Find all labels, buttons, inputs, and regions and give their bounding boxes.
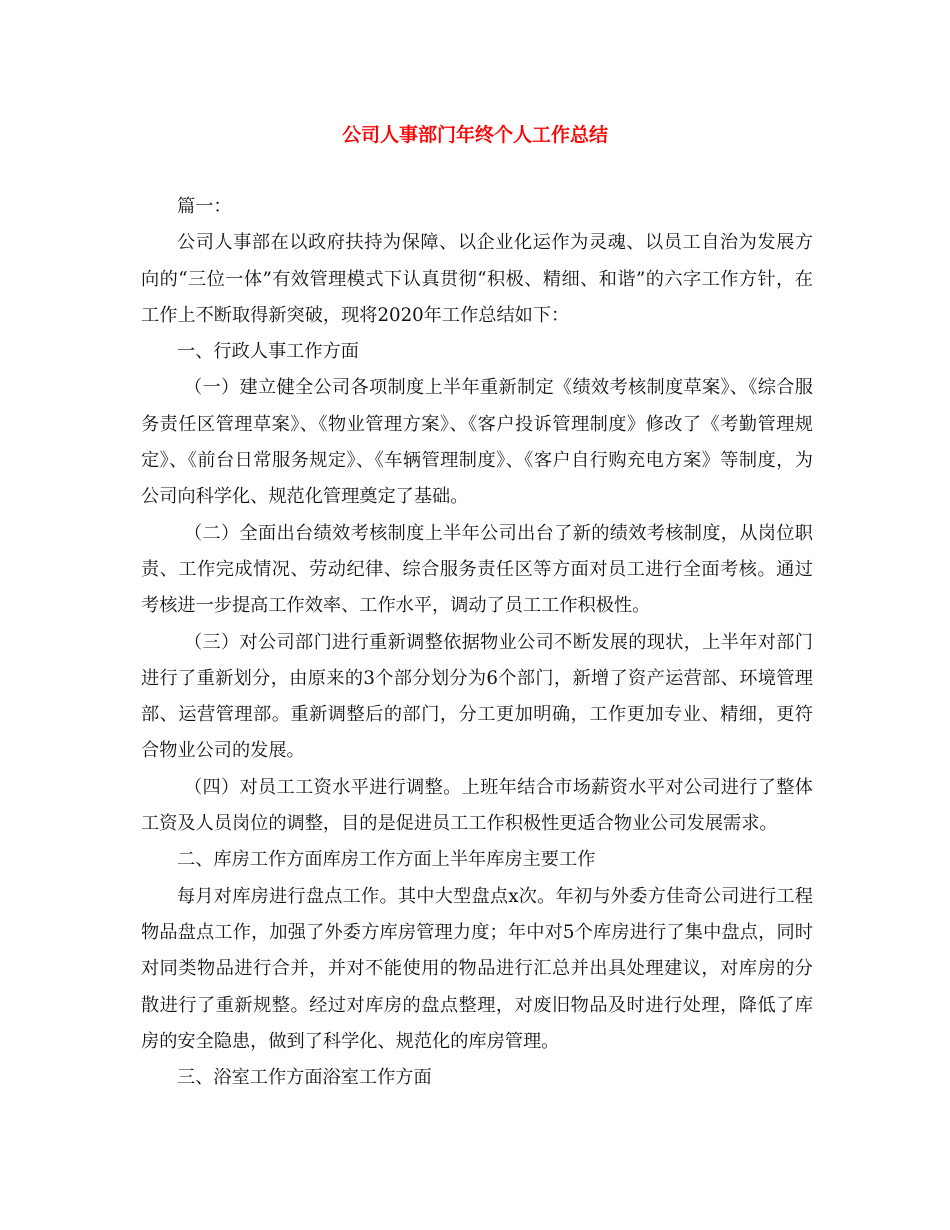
paragraph-item-4: （四）对员工工资水平进行调整。上班年结合市场薪资水平对公司进行了整体工资及人员岗位的调整，目的是促进员工工作积极性更适合物业公司发展需求。 xyxy=(141,776,813,835)
paragraph-intro: 公司人事部在以政府扶持为保障、以企业化运作为灵魂、以员工自治为发展方向的“三位一体”有效管理模式下认真贯彻“积极、精细、和谐”的六字工作方针，在工作上不断取得新突破，现将2020年工作总结如下： xyxy=(141,232,813,326)
document-body xyxy=(141,189,813,1096)
paragraph-section-label: 篇一： xyxy=(177,196,232,217)
paragraph-item-1: （一）建立健全公司各项制度上半年重新制定《绩效考核制度草案》、《综合服务责任区管理草案》、《物业管理方案》、《客户投诉管理制度》修改了《考勤管理规定》、《前台日常服务规定》、《车辆管理制度》、《客户自行购充电方案》等制度，为公司向科学化、规范化管理奠定了基础。 xyxy=(141,377,813,508)
document-title: 公司人事部门年终个人工作总结 xyxy=(341,124,608,146)
paragraph-item-2: （二）全面出台绩效考核制度上半年公司出台了新的绩效考核制度，从岗位职责、工作完成情况、劳动纪律、综合服务责任区等方面对员工进行全面考核。通过考核进一步提高工作效率、工作水平，调动了员工工作积极性。 xyxy=(141,522,813,617)
heading-warehouse: 二、库房工作方面库房工作方面上半年库房主要工作 xyxy=(177,849,596,871)
paragraph-item-3: （三）对公司部门进行重新调整依据物业公司不断发展的现状，上半年对部门进行了重新划分，由原来的3个部分划分为6个部门，新增了资产运营部、环境管理部、运营管理部。重新调整后的部门，分工更加明确，工作更加专业、精细，更符合物业公司的发展。 xyxy=(141,631,813,762)
heading-bathroom: 三、浴室工作方面浴室工作方面 xyxy=(177,1067,432,1089)
paragraph-warehouse: 每月对库房进行盘点工作。其中大型盘点x次。年初与外委方佳奇公司进行工程物品盘点工作，加强了外委方库房管理力度；年中对5个库房进行了集中盘点，同时对同类物品进行合并，并对不能使用的物品进行汇总并出具处理建议，对库房的分散进行了重新规整。经过对库房的盘点整理，对废旧物品及时进行处理，降低了库房的安全隐患，做到了科学化、规范化的库房管理。 xyxy=(141,885,813,1052)
heading-admin-hr: 一、行政人事工作方面 xyxy=(177,341,359,363)
